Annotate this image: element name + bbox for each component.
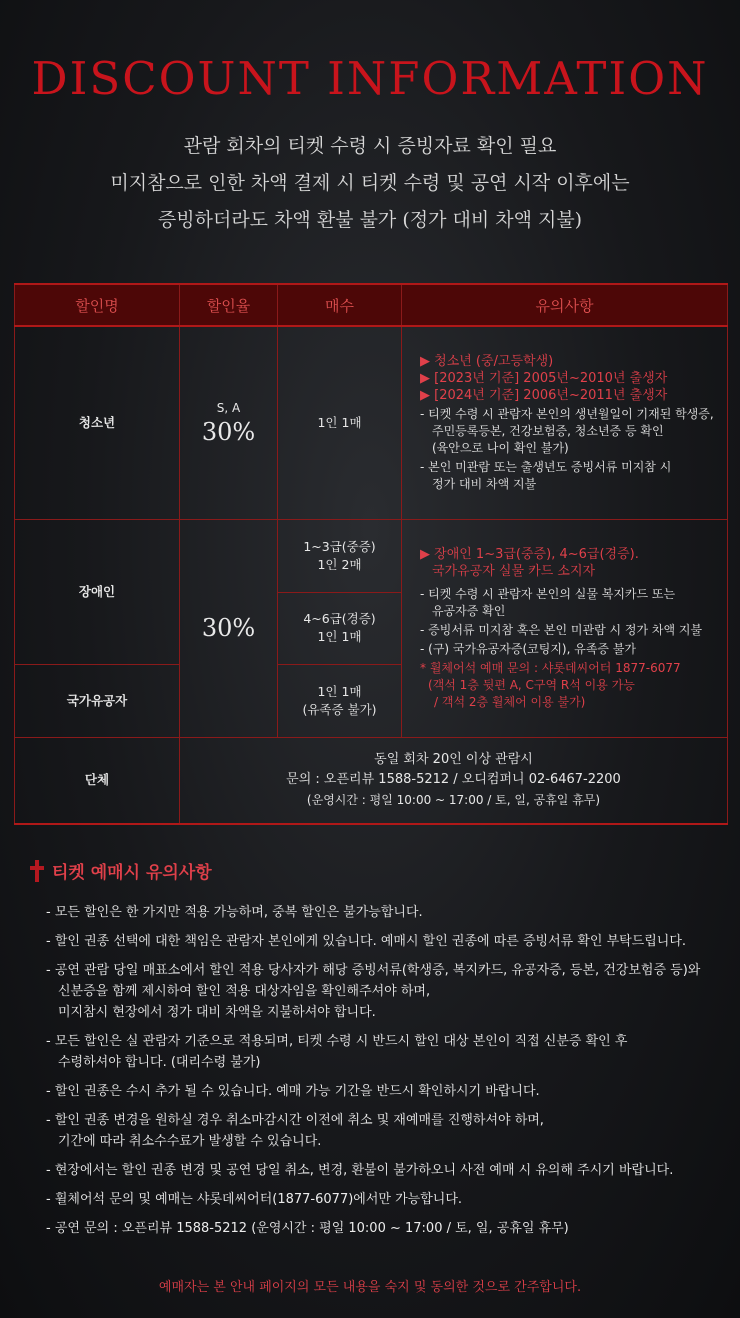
qty-line: (유족증 불가) — [302, 701, 377, 717]
note-line: - 티켓 수령 시 관람자 본인의 실물 복지카드 또는 — [420, 586, 676, 601]
header-discount-rate: 할인율 — [180, 284, 278, 326]
youth-qty: 1인 1매 — [278, 326, 402, 519]
intro-text — [0, 128, 740, 239]
disabled-note: - (구) 국가유공자증(코팅지), 유족증 불가 — [420, 641, 637, 656]
agreement-notice: 예매자는 본 안내 페이지의 모든 내용을 숙지 및 동의한 것으로 간주합니다. — [158, 1280, 582, 1295]
cautions-title: 티켓 예매시 유의사항 — [52, 863, 212, 883]
cautions-list — [34, 902, 724, 1247]
list-item — [34, 1081, 724, 1102]
header-discount-name: 할인명 — [15, 284, 180, 326]
disabled-note: - 증빙서류 미지참 혹은 본인 미관람 시 정가 차액 지불 — [420, 622, 703, 637]
youth-red-line: ▶ 청소년 (중/고등학생) — [420, 353, 554, 369]
table-row-youth — [15, 326, 728, 519]
intro-line: 증빙하더라도 차액 환불 불가 (정가 대비 차액 지불) — [157, 209, 583, 231]
youth-name: 청소년 — [15, 326, 180, 519]
item-line: - 공연 문의 : 오픈리뷰 1588-5212 (운영시간 : 평일 10:00 ~ 17:00 / 토, 일, 공휴일 휴무) — [46, 1221, 569, 1236]
header-quantity: 매수 — [278, 284, 402, 326]
item-line: - 현장에서는 할인 권종 변경 및 공연 당일 취소, 변경, 환불이 불가하오니 사전 예매 시 유의해 주시기 바랍니다. — [46, 1163, 674, 1178]
list-item — [34, 1160, 724, 1181]
item-line: - 할인 권종 변경을 원하실 경우 취소마감시간 이전에 취소 및 재예매를 진행하셔야 하며, — [46, 1113, 544, 1128]
intro-line: 관람 회차의 티켓 수령 시 증빙자료 확인 필요 — [183, 135, 557, 157]
note-line: 유공자증 확인 — [432, 603, 506, 618]
disabled-name: 장애인 — [15, 519, 180, 664]
youth-rate — [180, 326, 278, 519]
note-line: - 본인 미관람 또는 출생년도 증빙서류 미지참 시 — [420, 459, 672, 474]
youth-red-line: ▶ [2024년 기준] 2006년~2011년 출생자 — [420, 387, 668, 403]
list-item — [34, 931, 724, 952]
item-line: 미지참시 현장에서 정가 대비 차액을 지불하셔야 합니다. — [58, 1005, 376, 1020]
list-item — [34, 902, 724, 923]
qty-line: 1인 1매 — [317, 683, 362, 699]
item-line: - 모든 할인은 한 가지만 적용 가능하며, 중복 할인은 불가능합니다. — [46, 905, 423, 920]
item-line: 기간에 따라 취소수수료가 발생할 수 있습니다. — [58, 1134, 322, 1149]
disabled-rate-value: 30% — [201, 614, 256, 642]
item-line: - 할인 권종은 수시 추가 될 수 있습니다. 예매 가능 기간을 반드시 확인하시기 바랍니다. — [46, 1084, 540, 1099]
note-line: (육안으로 나이 확인 불가) — [432, 440, 569, 455]
group-hours: (운영시간 : 평일 10:00 ~ 17:00 / 토, 일, 공휴일 휴무) — [306, 793, 601, 808]
list-item — [34, 1189, 724, 1210]
qty-line: 4~6급(경증) — [303, 611, 376, 626]
veteran-qty — [278, 664, 402, 737]
list-item — [34, 1218, 724, 1239]
youth-red-line: ▶ [2023년 기준] 2005년~2010년 출생자 — [420, 370, 668, 386]
item-line: - 휠체어석 문의 및 예매는 샤롯데씨어터(1877-6077)에서만 가능합니다. — [46, 1192, 463, 1207]
table-row-group — [15, 737, 728, 824]
group-line: 동일 회차 20인 이상 관람시 — [374, 752, 533, 768]
list-item — [34, 1031, 724, 1073]
disabled-notes — [402, 519, 728, 737]
table-header-row — [15, 284, 728, 326]
youth-grade: S, A — [216, 400, 241, 415]
group-name: 단체 — [15, 737, 180, 824]
group-contact: 문의 : 오픈리뷰 1588-5212 / 오디컴퍼니 02-6467-2200 — [286, 772, 621, 788]
item-line: 수령하셔야 합니다. (대리수령 불가) — [58, 1055, 261, 1070]
cross-icon — [30, 860, 44, 882]
list-item — [34, 1110, 724, 1152]
header-notes: 유의사항 — [402, 284, 728, 326]
youth-note — [420, 406, 717, 457]
note-line: (객석 1층 뒷편 A, C구역 R석 이용 가능 — [428, 677, 635, 692]
item-line: - 모든 할인은 실 관람자 기준으로 적용되며, 티켓 수령 시 반드시 할인 대상 본인이 직접 신분증 확인 후 — [46, 1034, 628, 1049]
disabled-note — [420, 586, 717, 620]
youth-rate-value: 30% — [201, 417, 256, 446]
note-line: / 객석 2층 휠체어 이용 불가) — [434, 694, 586, 709]
disabled-red-line: 국가유공자 실물 카드 소지자 — [432, 563, 596, 579]
note-line: 정가 대비 차액 지불 — [432, 476, 537, 491]
note-line: - 티켓 수령 시 관람자 본인의 생년월일이 기재된 학생증, — [420, 406, 714, 421]
note-line: 주민등록등본, 건강보험증, 청소년증 등 확인 — [432, 423, 664, 438]
item-line: 신분증을 함께 제시하여 할인 적용 대상자임을 확인해주셔야 하며, — [58, 984, 431, 999]
page-title: DISCOUNT INFORMATION — [31, 52, 709, 105]
qty-line: 1~3급(중증) — [303, 538, 376, 554]
disabled-rate — [180, 519, 278, 737]
item-line: - 공연 관람 당일 매표소에서 할인 적용 당사자가 해당 증빙서류(학생증, 복지카드, 유공자증, 등본, 건강보험증 등)와 — [46, 963, 701, 978]
item-line: - 할인 권종 선택에 대한 책임은 관람자 본인에게 있습니다. 예매시 할인 권종에 따른 증빙서류 확인 부탁드립니다. — [46, 934, 687, 949]
wheelchair-note — [420, 660, 717, 711]
discount-table — [14, 283, 728, 825]
veteran-name: 국가유공자 — [15, 664, 180, 737]
youth-note — [420, 459, 717, 493]
disabled-qty-severe — [278, 519, 402, 592]
note-line: * 휠체어석 예매 문의 : 샤롯데씨어터 1877-6077 — [420, 660, 681, 675]
table-row-disabled — [15, 519, 728, 592]
disabled-qty-mild — [278, 592, 402, 664]
cautions-heading — [30, 858, 212, 883]
youth-notes — [402, 326, 728, 519]
qty-line: 1인 2매 — [317, 556, 362, 572]
list-item — [34, 960, 724, 1023]
disabled-red-line: ▶ 장애인 1~3급(중증), 4~6급(경증). — [420, 546, 639, 562]
group-info — [180, 737, 728, 824]
qty-line: 1인 1매 — [317, 629, 362, 644]
intro-line: 미지참으로 인한 차액 결제 시 티켓 수령 및 공연 시작 이후에는 — [110, 172, 630, 194]
